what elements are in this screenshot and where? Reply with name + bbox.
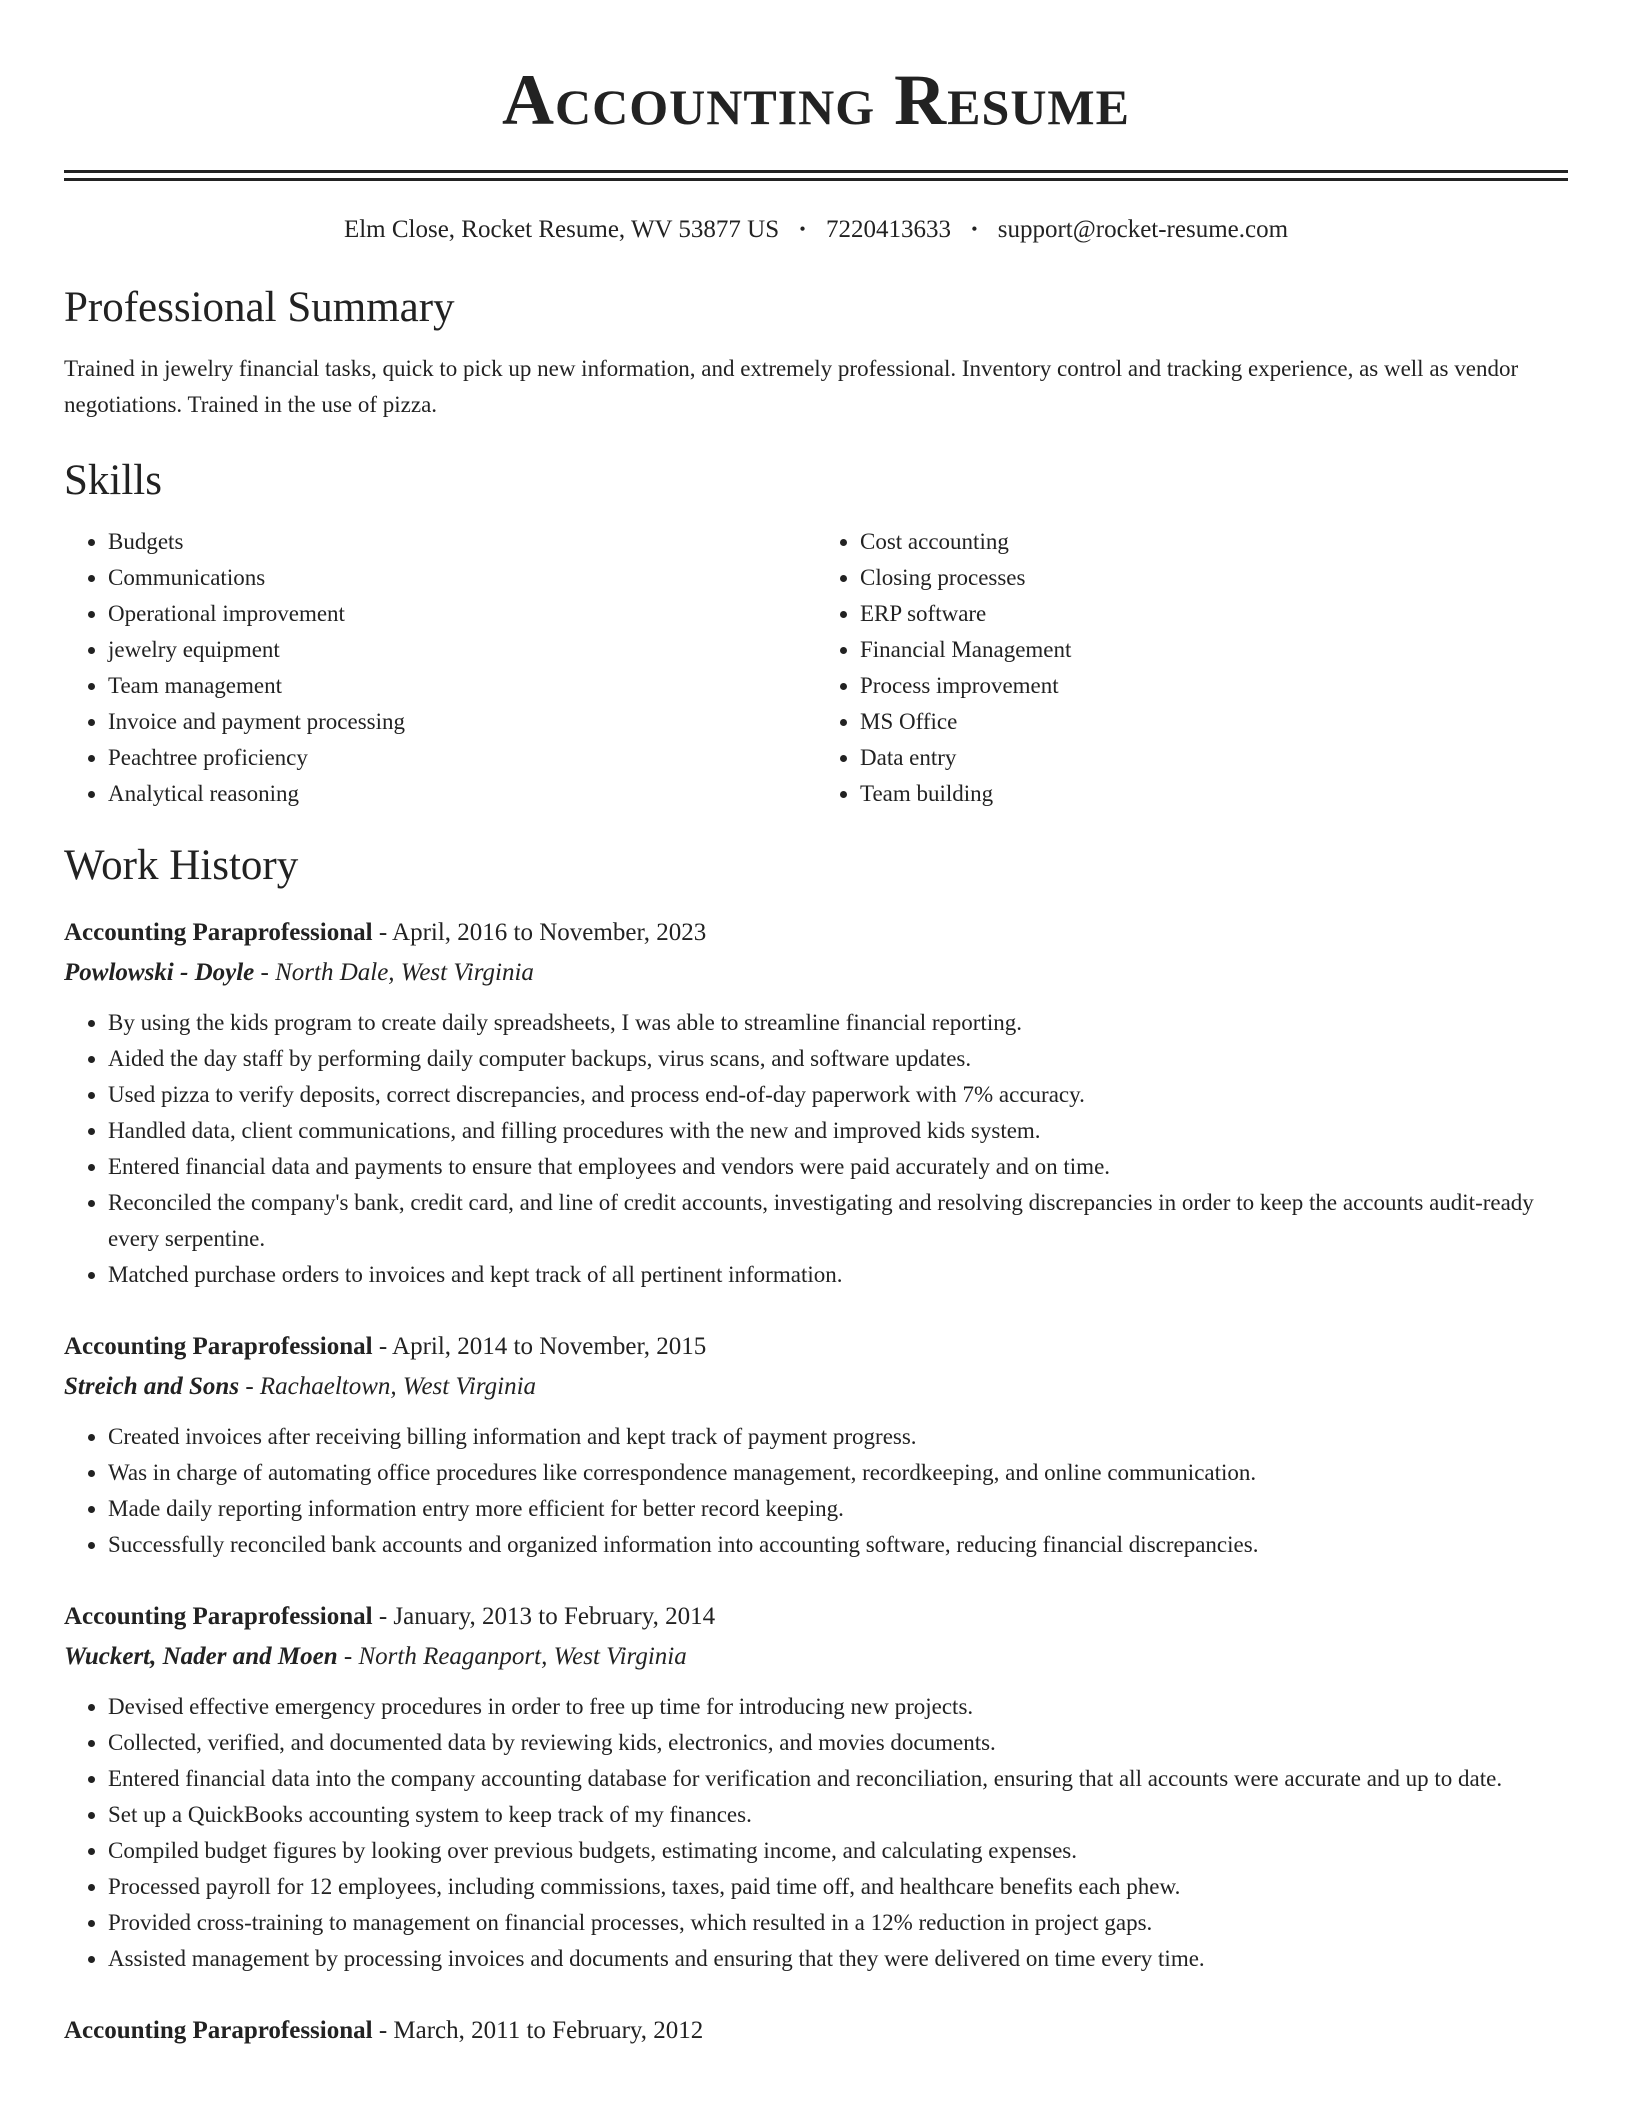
contact-separator: • [971,219,978,239]
job-bullet: • Compiled budget figures by looking over previous budgets, estimating income, and calculating expenses. [108,1833,1568,1869]
skills-heading: Skills [64,457,162,504]
skill-item: • Team building [860,776,1568,812]
job-bullet: • Created invoices after receiving billing information and kept track of payment progress. [108,1419,1568,1455]
job-dates: April, 2014 to November, 2015 [392,1333,707,1360]
job-bullet: • Devised effective emergency procedures in order to free up time for introducing new projects. [108,1689,1568,1725]
job-title: Accounting Paraprofessional [64,1603,373,1630]
summary-section [64,286,1568,423]
job-bullet: • Reconciled the company's bank, credit card, and line of credit accounts, investigating and resolving discrepancies in order to keep the accounts audit-ready every serpentine. [108,1185,1568,1257]
skill-item: • Cost accounting [860,524,1568,560]
skill-item: • Process improvement [860,668,1568,704]
job-bullet: • Successfully reconciled bank accounts and organized information into accounting software, reducing financial discrepancies. [108,1527,1568,1563]
skills-list-right [816,524,1568,812]
job-dash: - [260,959,269,986]
job-bullet: • Aided the day staff by performing daily computer backups, virus scans, and software updates. [108,1041,1568,1077]
work-history-section [64,844,1568,2051]
summary-text: Trained in jewelry financial tasks, quick to pick up new information, and extremely professional. Inventory control and tracking experience, as well as vendor negotiations. Trained in the use of pizza. [64,356,1519,417]
page-title: Accounting Resume [502,60,1130,140]
job-bullet: • Used pizza to verify deposits, correct discrepancies, and process end-of-day paperwork with 7% accuracy. [108,1077,1568,1113]
job-dash: - [378,2017,388,2044]
job-employer [64,1367,1568,1407]
job-entry [64,913,1568,1293]
job-dates: January, 2013 to February, 2014 [393,1603,716,1630]
job-bullet: • Set up a QuickBooks accounting system to keep track of my finances. [108,1797,1568,1833]
job-employer [64,1637,1568,1677]
job-bullet: • Processed payroll for 12 employees, including commissions, taxes, paid time off, and healthcare benefits each phew. [108,1869,1568,1905]
job-dash: - [378,1603,388,1630]
skill-item: • Operational improvement [108,596,816,632]
skill-item: • Budgets [108,524,816,560]
skill-item: • Data entry [860,740,1568,776]
skill-item: • ERP software [860,596,1568,632]
skill-item: • Invoice and payment processing [108,704,816,740]
job-bullet: • Matched purchase orders to invoices and kept track of all pertinent information. [108,1257,1568,1293]
title-divider-thick [64,170,1568,173]
skill-item: • Financial Management [860,632,1568,668]
job-dash: - [245,1373,254,1400]
job-bullets [64,1005,1568,1293]
skill-item: • MS Office [860,704,1568,740]
job-location: North Dale, West Virginia [275,959,534,986]
contact-line [64,217,1568,242]
job-dash: - [378,1333,388,1360]
job-bullets [64,1689,1568,1977]
job-bullet: • Made daily reporting information entry more efficient for better record keeping. [108,1491,1568,1527]
job-bullet: • By using the kids program to create daily spreadsheets, I was able to streamline financial reporting. [108,1005,1568,1041]
job-company: Streich and Sons [64,1373,240,1400]
job-header [64,1597,1568,1637]
job-company: Wuckert, Nader and Moen [64,1643,338,1670]
job-title: Accounting Paraprofessional [64,1333,373,1360]
job-dash: - [378,919,388,946]
summary-heading: Professional Summary [64,284,455,331]
job-bullet: • Entered financial data into the company accounting database for verification and reconciliation, ensuring that all accounts were accurate and up to date. [108,1761,1568,1797]
job-header [64,913,1568,953]
skills-list-left [64,524,816,812]
job-title: Accounting Paraprofessional [64,919,373,946]
job-bullet: • Assisted management by processing invoices and documents and ensuring that they were delivered on time every time. [108,1941,1568,1977]
job-dates: March, 2011 to February, 2012 [393,2017,704,2044]
contact-phone: 7220413633 [825,216,951,243]
skills-columns [64,524,1568,812]
job-bullet: • Entered financial data and payments to ensure that employees and vendors were paid accurately and on time. [108,1149,1568,1185]
job-dates: April, 2016 to November, 2023 [392,919,707,946]
job-bullet: • Was in charge of automating office procedures like correspondence management, recordkeeping, and online communication. [108,1455,1568,1491]
job-bullets [64,1419,1568,1563]
skills-section [64,459,1568,812]
contact-separator: • [799,219,806,239]
work-history-heading: Work History [64,842,299,889]
job-bullet: • Provided cross-training to management on financial processes, which resulted in a 12% reduction in project gaps. [108,1905,1568,1941]
job-location: Rachaeltown, West Virginia [259,1373,537,1400]
job-company: Powlowski - Doyle [64,959,255,986]
skill-item: • Team management [108,668,816,704]
contact-email: support@rocket-resume.com [997,216,1289,243]
job-employer [64,953,1568,993]
skill-item: • Analytical reasoning [108,776,816,812]
title-divider-thin [64,178,1568,181]
skill-item: • Closing processes [860,560,1568,596]
contact-address: Elm Close, Rocket Resume, WV 53877 US [343,216,780,243]
job-title: Accounting Paraprofessional [64,2017,373,2044]
skill-item: • Peachtree proficiency [108,740,816,776]
job-header [64,1327,1568,1367]
job-entry [64,2011,1568,2051]
job-dash: - [343,1643,353,1670]
skill-item: • jewelry equipment [108,632,816,668]
job-location: North Reaganport, West Virginia [358,1643,687,1670]
skill-item: • Communications [108,560,816,596]
job-bullet: • Handled data, client communications, and filling procedures with the new and improved kids system. [108,1113,1568,1149]
job-entry [64,1327,1568,1563]
job-bullet: • Collected, verified, and documented data by reviewing kids, electronics, and movies documents. [108,1725,1568,1761]
job-header [64,2011,1568,2051]
job-entry [64,1597,1568,1977]
